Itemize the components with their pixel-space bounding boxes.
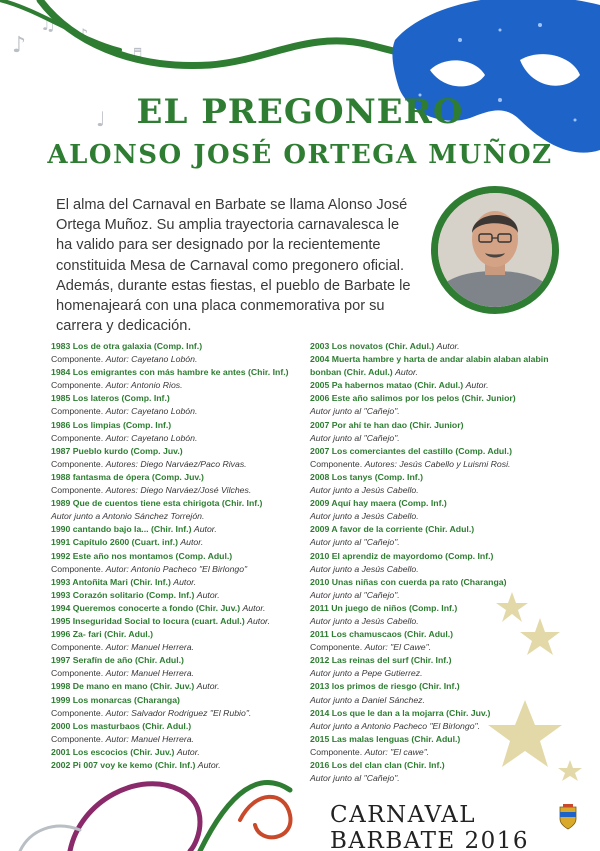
- entry-title-text: 1987 Pueblo kurdo (Comp. Juv.): [51, 445, 183, 456]
- entry-title: [310, 680, 560, 693]
- entry-detail: [51, 563, 301, 576]
- entry-detail: [310, 484, 560, 497]
- entry-title-text: 2007 Los comerciantes del castillo (Comp. Adul.): [310, 445, 512, 456]
- entry-author: Autor junto a Antonio Pacheco "El Birlongo".: [310, 720, 481, 731]
- history-entry: [310, 628, 560, 654]
- entry-title-text: 1998 De mano en mano (Chir. Juv.): [51, 681, 195, 692]
- entry-detail: [310, 432, 560, 445]
- entry-title: [310, 419, 560, 432]
- history-entry: [51, 523, 301, 536]
- entry-role: Autor.: [465, 380, 489, 391]
- entry-title-text: 2012 Las reinas del surf (Chir. Inf.): [310, 655, 452, 666]
- entry-author: Autor: Antonio Pacheco "El Birlongo": [105, 563, 248, 574]
- entry-title: [310, 340, 560, 353]
- history-entry: [51, 445, 301, 471]
- history-entry: [51, 720, 301, 746]
- entry-title: [310, 471, 560, 484]
- entry-title: [310, 353, 560, 379]
- entry-title: [310, 379, 560, 392]
- entry-role: Autor.: [180, 537, 204, 548]
- entry-author: Autor junto a Jesús Cabello.: [310, 485, 419, 496]
- entry-title-text: 1996 Za- fari (Chir. Adul.): [51, 629, 154, 640]
- entry-role: Autor.: [196, 681, 220, 692]
- entry-role: Componente.: [310, 746, 363, 757]
- history-entry: [310, 497, 560, 523]
- history-entry: [310, 550, 560, 576]
- entry-title-text: 2004 Muerta hambre y harta de andar alabin alaban alabin bonban (Chir. Adul.): [310, 354, 549, 378]
- entry-author: Autor: "El Cawe".: [364, 642, 432, 653]
- entry-author: Autor junto al "Cañejo".: [310, 589, 400, 600]
- entry-role: Componente.: [51, 458, 104, 469]
- svg-text:♬: ♬: [130, 46, 143, 62]
- history-entry: [51, 759, 301, 772]
- entry-title: [310, 550, 560, 563]
- history-entry: [51, 602, 301, 615]
- entry-detail: [310, 536, 560, 549]
- entry-title-text: 1988 fantasma de ópera (Comp. Juv.): [51, 471, 204, 482]
- entry-role: Componente.: [51, 354, 104, 365]
- entry-title-text: 1992 Este año nos montamos (Comp. Adul.): [51, 550, 233, 561]
- entry-title-text: 2010 Unas niñas con cuerda pa rato (Charanga): [310, 576, 507, 587]
- entry-title: [310, 392, 560, 405]
- entry-detail: [51, 484, 301, 497]
- page-subtitle: ALONSO JOSÉ ORTEGA MUÑOZ: [47, 140, 553, 170]
- entry-title: [51, 419, 301, 432]
- entry-title: [310, 602, 560, 615]
- entry-author: Autor junto a Antonio Sánchez Torrejón.: [51, 511, 205, 522]
- entry-title: [51, 720, 301, 733]
- entry-role: Autor.: [193, 524, 217, 535]
- intro-text: [56, 195, 416, 336]
- entry-author: Autor junto al "Cañejo".: [310, 406, 400, 417]
- history-entry: [310, 392, 560, 418]
- history-entry: [51, 550, 301, 576]
- entry-title: [310, 707, 560, 720]
- entry-title-text: 2016 Los del clan clan (Chir. Inf.): [310, 760, 445, 770]
- history-entry: [310, 707, 560, 733]
- entry-title-text: 1989 Que de cuentos tiene esta chirigota (Chir. Inf.): [51, 498, 263, 509]
- history-entry: [310, 733, 560, 759]
- entry-author: Autor junto al "Cañejo".: [310, 537, 400, 548]
- entry-title: [51, 654, 301, 667]
- entry-title-text: 2015 Las malas lenguas (Chir. Adul.): [310, 733, 461, 744]
- entry-role: Componente.: [51, 563, 104, 574]
- history-entry: [310, 523, 560, 549]
- entry-title-text: 2003 Los novatos (Chir. Adul.): [310, 341, 435, 351]
- entry-title-text: 2006 Este año salimos por los pelos (Chir. Junior): [310, 393, 516, 404]
- history-entry: [310, 379, 560, 392]
- entry-title: [51, 576, 301, 589]
- entry-title-text: 1995 Inseguridad Social to locura (cuart. Adul.): [51, 615, 245, 626]
- entry-author: Autor junto a Jesús Cabello.: [310, 615, 419, 626]
- entry-detail: [51, 667, 301, 680]
- entry-title-text: 2007 Por ahí te han dao (Chir. Junior): [310, 419, 464, 430]
- entry-author: Autor junto a Jesús Cabello.: [310, 511, 419, 522]
- entry-title-text: 1993 Corazón solitario (Comp. Inf.): [51, 589, 195, 600]
- history-entry: [310, 445, 560, 471]
- history-entry: [310, 353, 560, 379]
- entry-detail: [310, 720, 560, 733]
- pregonero-portrait: [431, 186, 559, 314]
- entry-role: Autor.: [196, 589, 220, 600]
- entry-role: Componente.: [51, 668, 104, 679]
- entry-detail: [310, 405, 560, 418]
- entry-author: Autor junto a Daniel Sánchez.: [310, 694, 425, 705]
- svg-text:♪: ♪: [12, 33, 27, 58]
- entry-role: Componente.: [310, 642, 363, 653]
- entry-detail: [51, 458, 301, 471]
- entry-detail: [310, 694, 560, 707]
- entry-author: Autor: Manuel Herrera.: [105, 642, 194, 653]
- svg-text:♫: ♫: [40, 14, 57, 35]
- portrait-photo-icon: [438, 193, 552, 307]
- entry-title-text: 1997 Serafín de año (Chir. Adul.): [51, 655, 184, 666]
- svg-text:♩: ♩: [96, 107, 106, 131]
- entry-role: Autor.: [176, 746, 200, 757]
- history-entry: [310, 602, 560, 628]
- entry-role: Componente.: [51, 406, 104, 417]
- entry-author: Autor: "El cawe".: [364, 746, 430, 757]
- history-entry: [310, 654, 560, 680]
- entry-detail: [310, 615, 560, 628]
- entry-role: Componente.: [51, 485, 104, 496]
- entry-detail: [310, 510, 560, 523]
- entry-title: [51, 340, 301, 353]
- entry-detail: [310, 458, 560, 471]
- entry-title: [310, 654, 560, 667]
- entry-role: Componente.: [51, 707, 104, 718]
- entry-detail: [310, 772, 560, 785]
- entry-title-text: 1999 Los monarcas (Charanga): [51, 694, 180, 705]
- entry-author: Autor: Cayetano Lobón.: [105, 406, 198, 417]
- town-crest-icon: [559, 804, 577, 830]
- entry-title: [51, 694, 301, 707]
- history-entry: [51, 471, 301, 497]
- history-entry: [310, 759, 560, 785]
- entry-title: [51, 550, 301, 563]
- entry-author: Autor junto al "Cañejo".: [310, 432, 400, 443]
- history-entry: [51, 576, 301, 589]
- entry-title: [51, 746, 301, 759]
- history-entry: [51, 615, 301, 628]
- history-entry: [51, 340, 301, 366]
- entry-title-text: 1983 Los de otra galaxia (Comp. Inf.): [51, 341, 203, 351]
- entry-title-text: 1994 Queremos conocerte a fondo (Chir. Juv.): [51, 602, 241, 613]
- history-entry: [310, 576, 560, 602]
- entry-author: Autor junto al "Cañejo".: [310, 773, 400, 784]
- history-column-left: [51, 340, 301, 772]
- entry-title: [51, 680, 301, 693]
- entry-title-text: 1986 Los limpias (Comp. Inf.): [51, 419, 172, 430]
- entry-role: Autor.: [242, 602, 266, 613]
- entry-title-text: 1990 cantando bajo la... (Chir. Inf.): [51, 524, 192, 535]
- entry-title-text: 2014 Los que le dan a la mojarra (Chir. Juv.): [310, 707, 491, 718]
- ribbon-bottom-icon: [70, 784, 200, 851]
- entry-title: [310, 497, 560, 510]
- entry-detail: [51, 707, 301, 720]
- entry-title: [310, 523, 560, 536]
- entry-detail: [51, 379, 301, 392]
- history-entry: [51, 536, 301, 549]
- entry-role: Autor.: [173, 576, 197, 587]
- history-entry: [51, 680, 301, 693]
- entry-detail: [51, 353, 301, 366]
- entry-title-text: 1984 Los emigrantes con más hambre ke antes (Chir. Inf.): [51, 367, 289, 378]
- page-title: EL PREGONERO: [136, 92, 464, 132]
- entry-role: Componente.: [310, 458, 363, 469]
- entry-author: Autor: Antonio Rios.: [105, 380, 183, 391]
- entry-title-text: 1993 Antoñita Mari (Chir. Inf.): [51, 576, 171, 587]
- history-entry: [310, 340, 560, 353]
- entry-author: Autor: Manuel Herrera.: [105, 733, 194, 744]
- history-entry: [51, 746, 301, 759]
- entry-title-text: 2009 Aquí hay maera (Comp. Inf.): [310, 498, 447, 509]
- history-entry: [310, 419, 560, 445]
- entry-detail: [51, 405, 301, 418]
- entry-title: [51, 392, 301, 405]
- entry-title: [51, 523, 301, 536]
- entry-title-text: 2000 Los masturbaos (Chir. Adul.): [51, 720, 192, 731]
- entry-detail: [51, 733, 301, 746]
- entry-author: Autor: Salvador Rodriguez "El Rubio".: [105, 707, 252, 718]
- history-entry: [51, 392, 301, 418]
- entry-title: [51, 628, 301, 641]
- entry-author: Autores: Diego Narváez/Paco Rivas.: [105, 458, 247, 469]
- entry-author: Autor: Cayetano Lobón.: [105, 354, 198, 365]
- svg-text:♪: ♪: [78, 25, 89, 44]
- entry-role: Componente.: [51, 642, 104, 653]
- entry-title-text: 2009 A favor de la corriente (Chir. Adul.): [310, 524, 475, 535]
- entry-title-text: 1991 Capítulo 2600 (Cuart. inf.): [51, 537, 178, 548]
- history-entry: [51, 419, 301, 445]
- entry-role: Componente.: [51, 432, 104, 443]
- history-column-right: [310, 340, 560, 785]
- entry-role: Autor.: [247, 615, 271, 626]
- entry-title: [310, 733, 560, 746]
- entry-detail: [51, 432, 301, 445]
- entry-title-text: 1985 Los lateros (Comp. Inf.): [51, 393, 170, 404]
- history-entry: [51, 694, 301, 720]
- entry-title: [310, 576, 560, 589]
- intro-paragraph: El alma del Carnaval en Barbate se llama Alonso José Ortega Muñoz. Su amplia trayectoria carnavalesca le ha valido para ser designado por la recientemente constituida Mesa de Carnaval como pregonero oficial. Además, durante estas fiestas, el pueblo de Barbate le homenajeará con una placa conmemorativa por su carrera y dedicación.: [56, 197, 411, 335]
- entry-author: Autor junto a Pepe Gutierrez.: [310, 668, 423, 679]
- entry-title-text: 2002 Pi 007 voy ke kemo (Chir. Inf.): [51, 760, 196, 770]
- entry-detail: [310, 746, 560, 759]
- entry-role: Componente.: [51, 380, 104, 391]
- entry-role: Autor.: [436, 341, 460, 351]
- entry-author: Autores: Jesús Cabello y Luismi Rosi.: [364, 458, 511, 469]
- entry-title: [310, 445, 560, 458]
- history-entry: [51, 497, 301, 523]
- entry-title: [51, 602, 301, 615]
- history-entry: [51, 366, 301, 392]
- history-entry: [51, 589, 301, 602]
- entry-title-text: 2011 Un juego de niños (Comp. Inf.): [310, 602, 458, 613]
- entry-author: Autor: Cayetano Lobón.: [105, 432, 198, 443]
- entry-role: Autor.: [395, 367, 418, 378]
- entry-title: [51, 445, 301, 458]
- entry-title-text: 2001 Los escocios (Chir. Juv.): [51, 746, 175, 757]
- entry-author: Autor: Manuel Herrera.: [105, 668, 194, 679]
- entry-title: [51, 497, 301, 510]
- entry-title: [310, 628, 560, 641]
- entry-title-text: 2005 Pa habernos matao (Chir. Adul.): [310, 380, 464, 391]
- entry-detail: [51, 641, 301, 654]
- entry-author: Autores: Diego Narváez/José Vilches.: [105, 485, 252, 496]
- entry-detail: [310, 563, 560, 576]
- footer-label: CARNAVAL BARBATE 2016: [330, 802, 530, 851]
- entry-role: Componente.: [51, 733, 104, 744]
- entry-title-text: 2008 Los tanys (Comp. Inf.): [310, 471, 423, 482]
- entry-title-text: 2010 El aprendiz de mayordomo (Comp. Inf.): [310, 550, 494, 561]
- entry-author: Autor junto a Jesús Cabello.: [310, 563, 419, 574]
- entry-title: [51, 615, 301, 628]
- history-entry: [51, 628, 301, 654]
- entry-title: [51, 536, 301, 549]
- entry-title: [310, 759, 560, 772]
- history-entry: [310, 680, 560, 706]
- entry-title-text: 2013 los primos de riesgo (Chir. Inf.): [310, 681, 460, 692]
- entry-detail: [310, 667, 560, 680]
- entry-detail: [51, 510, 301, 523]
- entry-title-text: 2011 Los chamuscaos (Chir. Adul.): [310, 629, 454, 640]
- entry-role: Autor.: [197, 760, 221, 770]
- entry-detail: [310, 641, 560, 654]
- history-entry: [310, 471, 560, 497]
- entry-detail: [310, 589, 560, 602]
- entry-title: [51, 471, 301, 484]
- entry-title: [51, 366, 301, 379]
- entry-title: [51, 589, 301, 602]
- history-entry: [51, 654, 301, 680]
- entry-title: [51, 759, 301, 772]
